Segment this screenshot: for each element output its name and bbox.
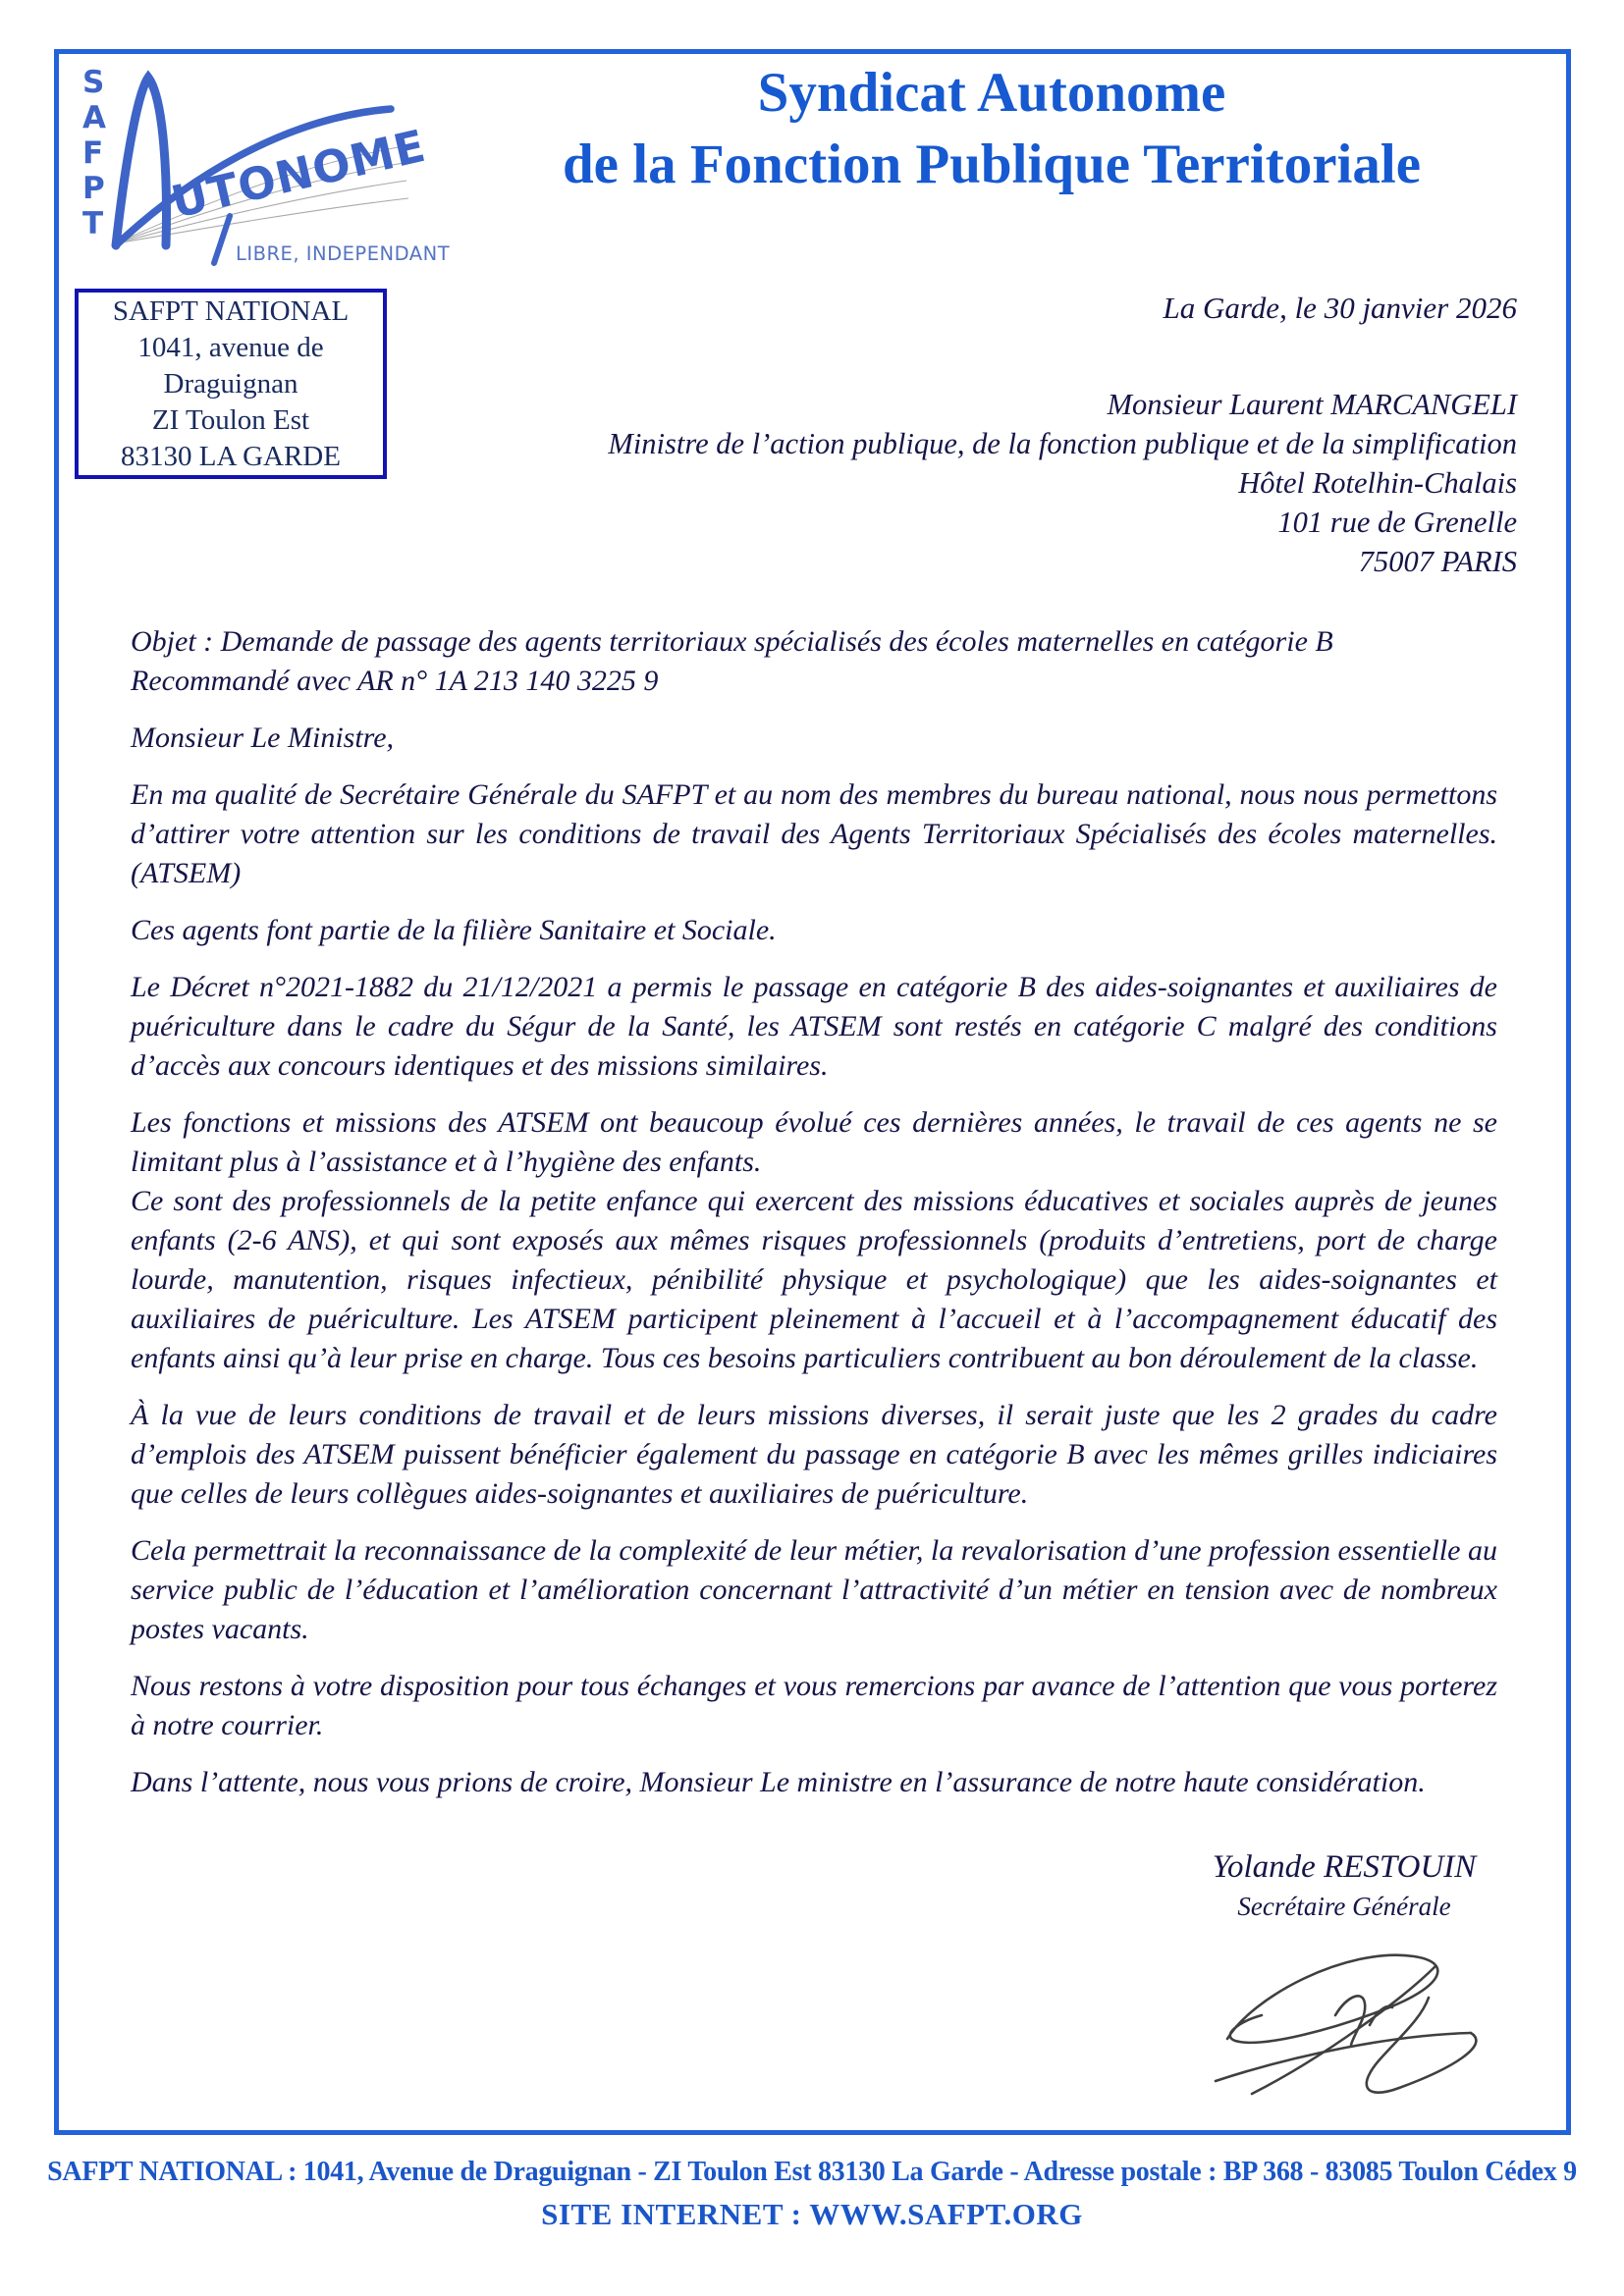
paragraph: Nous restons à votre disposition pour tous échanges et vous remercions par avance de l’attention que vous porterez à notre courrier. xyxy=(131,1670,1497,1741)
paragraph: Cela permettrait la reconnaissance de la complexité de leur métier, la revalorisation d’une profession essentielle au service public de l’éducation et l’amélioration concernant l’attractivité d’un métier en tension avec de nombreux postes vacants. xyxy=(131,1534,1497,1645)
letter-body xyxy=(131,622,1497,1802)
logo-letter-t: T xyxy=(82,206,104,241)
signer-name: Yolande RESTOUIN xyxy=(1212,1849,1477,1885)
sender-line: 83130 LA GARDE xyxy=(121,440,341,472)
safpt-logo xyxy=(75,57,451,271)
paragraph: Dans l’attente, nous vous prions de croire, Monsieur Le ministre en l’assurance de notre haute considération. xyxy=(131,1766,1426,1798)
logo-letter-a: A xyxy=(82,100,106,135)
sender-line: SAFPT NATIONAL xyxy=(112,294,350,327)
organization-title xyxy=(422,57,1561,200)
subject-line-2: Recommandé avec AR n° 1A 213 140 3225 9 xyxy=(131,665,659,697)
signature-scribble xyxy=(1208,1939,1512,2115)
recipient-street: 101 rue de Grenelle xyxy=(1277,506,1517,539)
logo-letter-p: P xyxy=(82,171,105,206)
salutation: Monsieur Le Ministre, xyxy=(131,721,395,754)
logo-tagline: LIBRE, INDEPENDANT xyxy=(236,242,451,265)
footer-address-line: SAFPT NATIONAL : 1041, Avenue de Draguignan - ZI Toulon Est 83130 La Garde - Adresse postale : BP 368 - 83085 Toulon Cédex 9 xyxy=(47,2157,1577,2187)
logo-letter-f: F xyxy=(82,135,104,171)
title-line-1: Syndicat Autonome xyxy=(757,62,1226,124)
date-line: La Garde, le 30 janvier 2026 xyxy=(1163,291,1517,325)
recipient-title: Ministre de l’action publique, de la fonction publique et de la simplification xyxy=(608,427,1517,460)
subject-block xyxy=(131,622,1497,701)
sender-address-box xyxy=(75,289,387,479)
recipient-city: 75007 PARIS xyxy=(1358,545,1517,578)
paragraph: Le Décret n°2021-1882 du 21/12/2021 a permis le passage en catégorie B des aides-soignantes et auxiliaires de puériculture dans le cadre du Ségur de la Santé, les ATSEM sont restés en catégorie C malgré des conditions d’accès aux concours identiques et des missions similaires. xyxy=(131,971,1497,1082)
recipient-name: Monsieur Laurent MARCANGELI xyxy=(1107,388,1517,421)
footer xyxy=(0,2152,1624,2236)
logo-wordmark: UTONOME xyxy=(166,119,431,229)
paragraph: À la vue de leurs conditions de travail et de leurs missions diverses, il serait juste que les 2 grades du cadre d’emplois des ATSEM puissent bénéficier également du passage en catégorie B avec les mêmes grilles indiciaires que celles de leurs collègues aides-soignantes et auxiliaires de puériculture. xyxy=(131,1399,1497,1510)
logo-slash-stroke xyxy=(214,216,230,263)
paragraph: Ces agents font partie de la filière Sanitaire et Sociale. xyxy=(131,914,777,946)
footer-website-line: SITE INTERNET : WWW.SAFPT.ORG xyxy=(541,2197,1083,2231)
sender-line: Draguignan xyxy=(163,367,298,400)
logo-letter-s: S xyxy=(82,65,105,100)
sender-line: ZI Toulon Est xyxy=(151,403,310,436)
title-line-2: de la Fonction Publique Territoriale xyxy=(562,133,1421,195)
paragraph: Ce sont des professionnels de la petite enfance qui exercent des missions éducatives et sociales auprès de jeunes enfants (2-6 ANS), et qui sont exposés aux mêmes risques professionnels (produits d’entretiens, port de charge lourde, manutention, risques infectieux, pénibilité physique et psychologique) que les aides-soignantes et auxiliaires de puériculture. Les ATSEM participent pleinement à l’accueil et à l’accompagnement éducatif des enfants ainsi qu’à leur prise en charge. Tous ces besoins particuliers contribuent au bon déroulement de la classe. xyxy=(131,1185,1497,1374)
signer-role: Secrétaire Générale xyxy=(1237,1892,1451,1921)
paragraph: Les fonctions et missions des ATSEM ont beaucoup évolué ces dernières années, le travail de ces agents ne se limitant plus à l’assistance et à l’hygiène des enfants. xyxy=(131,1106,1497,1178)
sender-line: 1041, avenue de xyxy=(137,331,324,363)
signoff-block xyxy=(1182,1847,1506,1923)
subject-line-1: Objet : Demande de passage des agents territoriaux spécialisés des écoles maternelles en catégorie B xyxy=(131,625,1333,658)
recipient-building: Hôtel Rotelhin-Chalais xyxy=(1238,466,1517,500)
paragraph: En ma qualité de Secrétaire Générale du SAFPT et au nom des membres du bureau national, nous nous permettons d’attirer votre attention sur les conditions de travail des Agents Territoriaux Spécialisés des écoles maternelles. (ATSEM) xyxy=(131,778,1497,889)
recipient-block xyxy=(608,385,1517,581)
